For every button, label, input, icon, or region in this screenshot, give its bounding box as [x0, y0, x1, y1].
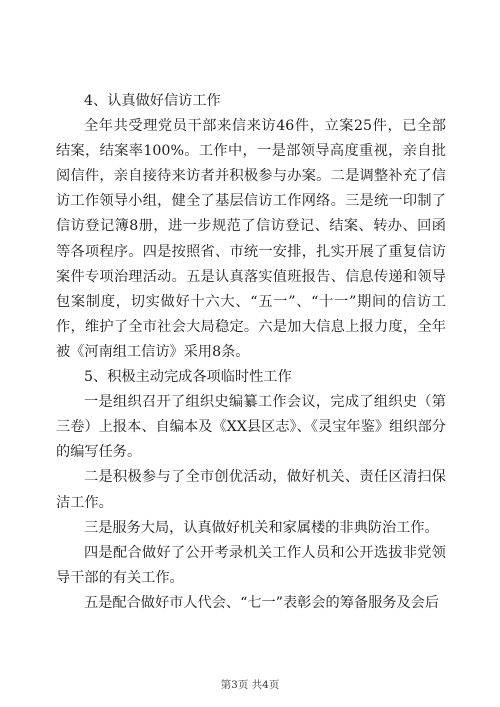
paragraph-city-activity: 二是积极参与了全市创优活动，做好机关、责任区清扫保洁工作。: [56, 469, 446, 511]
page-footer: 第3页 共4页: [220, 679, 280, 691]
section-heading-4: 4、认真做好信访工作: [84, 93, 221, 109]
paragraph-congress-service: 五是配合做好市人代会、“七一”表彰会的筹备服务及会后: [84, 594, 440, 611]
paragraph-recruitment: 四是配合做好了公开考录机关工作人员和公开选拔非党领导干部的有关工作。: [56, 544, 446, 586]
document-body: [56, 89, 446, 616]
paragraph-petition-work: 全年共受理党员干部来信来访46件，立案25件，已全部结案，结案率100%。工作中，一是部领导高度重视，亲自批阅信件，亲自接待来访者并积极参与办案。二是调整补充了信访工作领导小组，健全了基层信访工作网络。三是统一印制了信访登记簿8册，进一步规范了信访登记、结案、转办、回函等各项程序。四是按照省、市统一安排，扎实开展了重复信访案件专项治理活动。五是认真落实值班报告、信息传递和领导包案制度，切实做好十六大、“五一”、“十一”期间的信访工作，维护了全市社会大局稳定。六是加大信息上报力度，全年被《河南组工信访》采用8条。: [56, 118, 446, 360]
paragraph-sars-prevention: 三是服务大局，认真做好机关和家属楼的非典防治工作。: [84, 519, 439, 536]
section-heading-5: 5、积极主动完成各项临时性工作: [84, 369, 292, 386]
paragraph-organization-history: 一是组织召开了组织史编纂工作会议，完成了组织史（第三卷）上报本、自编本及《XX县区志》、《灵宝年鉴》组织部分的编写任务。: [56, 394, 446, 461]
